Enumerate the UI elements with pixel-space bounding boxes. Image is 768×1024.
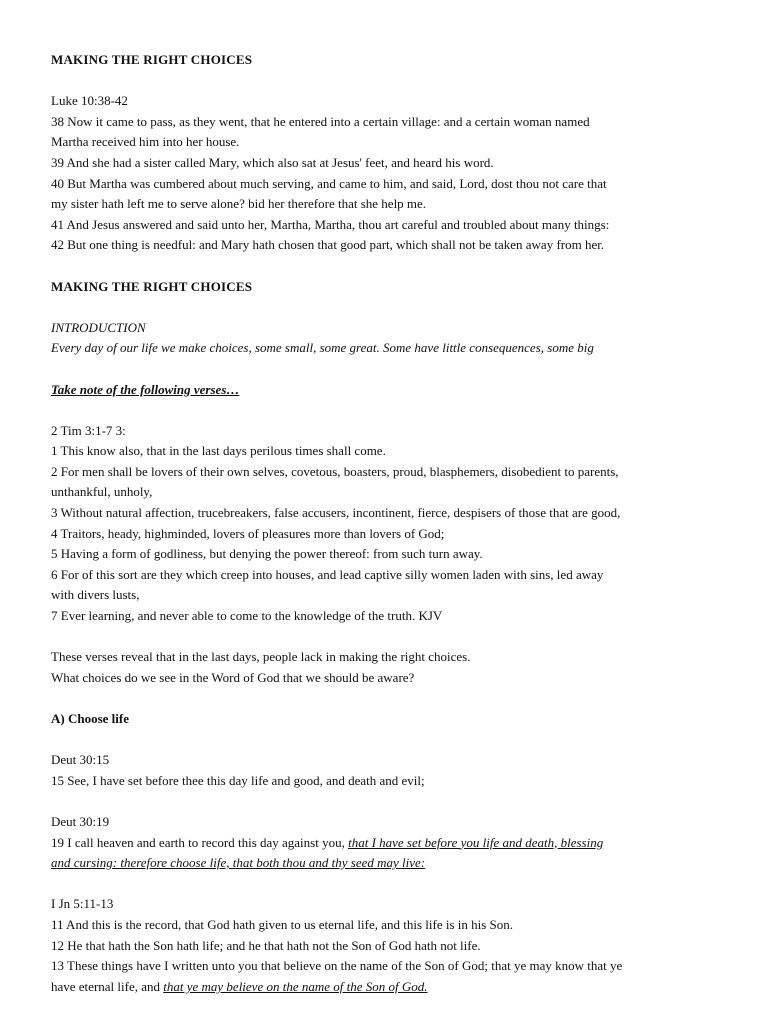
verse-line: Martha received him into her house. xyxy=(51,134,240,150)
verse-line: 7 Ever learning, and never able to come to the knowledge of the truth. KJV xyxy=(51,608,443,624)
verse-line: 5 Having a form of godliness, but denying the power thereof: from such turn away. xyxy=(51,546,483,562)
verse-line: 2 For men shall be lovers of their own selves, covetous, boasters, proud, blasphemers, disobedient to parents, xyxy=(51,463,619,479)
take-note-heading: Take note of the following verses… xyxy=(51,381,240,397)
deut-19-line-1 xyxy=(51,833,718,854)
verse-line: unthankful, unholy, xyxy=(51,484,153,500)
verse-line: 13 These things have I written unto you that believe on the name of the Son of God; that ye may know that ye xyxy=(51,958,623,974)
jn-13-emphasis: that ye may believe on the name of the Son of God. xyxy=(163,978,428,994)
luke-reference: Luke 10:38-42 xyxy=(51,93,128,109)
deut-15-text: 15 See, I have set before thee this day life and good, and death and evil; xyxy=(51,772,425,788)
reveal-question: What choices do we see in the Word of God that we should be aware? xyxy=(51,669,415,685)
introduction-heading: INTRODUCTION xyxy=(51,319,146,335)
deut-19-emphasis: and cursing: therefore choose life, that both thou and thy seed may live: xyxy=(51,855,426,871)
verse-line: 11 And this is the record, that God hath given to us eternal life, and this life is in his Son. xyxy=(51,916,514,932)
verse-line: with divers lusts, xyxy=(51,587,140,603)
verse-line: 42 But one thing is needful: and Mary hath chosen that good part, which shall not be taken away from her. xyxy=(51,237,605,253)
jn-13-text: have eternal life, and xyxy=(51,978,164,994)
tim-reference: 2 Tim 3:1-7 3: xyxy=(51,422,126,438)
deut-19-line-2 xyxy=(51,853,718,874)
verse-line: 3 Without natural affection, trucebreakers, false accusers, incontinent, fierce, despisers of those that are good, xyxy=(51,505,621,521)
verse-line: 41 And Jesus answered and said unto her, Martha, Martha, thou art careful and troubled about many things: xyxy=(51,216,610,232)
verse-line: 6 For of this sort are they which creep into houses, and lead captive silly women laden with sins, led away xyxy=(51,566,604,582)
deut-19-reference: Deut 30:19 xyxy=(51,813,110,829)
jn-13-line-2 xyxy=(51,977,718,998)
section-a-heading: A) Choose life xyxy=(51,711,129,726)
section-heading: MAKING THE RIGHT CHOICES xyxy=(51,278,253,294)
verse-line: my sister hath left me to serve alone? bid her therefore that she help me. xyxy=(51,196,427,212)
deut-15-reference: Deut 30:15 xyxy=(51,752,110,768)
title-heading: MAKING THE RIGHT CHOICES xyxy=(51,52,253,67)
introduction-text: Every day of our life we make choices, some small, some great. Some have little consequences, some big xyxy=(51,340,594,356)
deut-19-text: 19 I call heaven and earth to record this day against you, xyxy=(51,834,349,850)
verse-line: 4 Traitors, heady, highminded, lovers of pleasures more than lovers of God; xyxy=(51,525,445,541)
verse-line: 12 He that hath the Son hath life; and he that hath not the Son of God hath not life. xyxy=(51,937,481,953)
reveal-text: These verses reveal that in the last days, people lack in making the right choices. xyxy=(51,649,471,665)
jn-reference: I Jn 5:11-13 xyxy=(51,896,114,912)
verse-line: 40 But Martha was cumbered about much serving, and came to him, and said, Lord, dost thou not care that xyxy=(51,175,607,191)
verse-line: 38 Now it came to pass, as they went, that he entered into a certain village: and a certain woman named xyxy=(51,113,590,129)
verse-line: 39 And she had a sister called Mary, which also sat at Jesus' feet, and heard his word. xyxy=(51,154,494,170)
deut-19-emphasis: that I have set before you life and death, blessing xyxy=(348,834,604,850)
verse-line: 1 This know also, that in the last days perilous times shall come. xyxy=(51,443,386,459)
